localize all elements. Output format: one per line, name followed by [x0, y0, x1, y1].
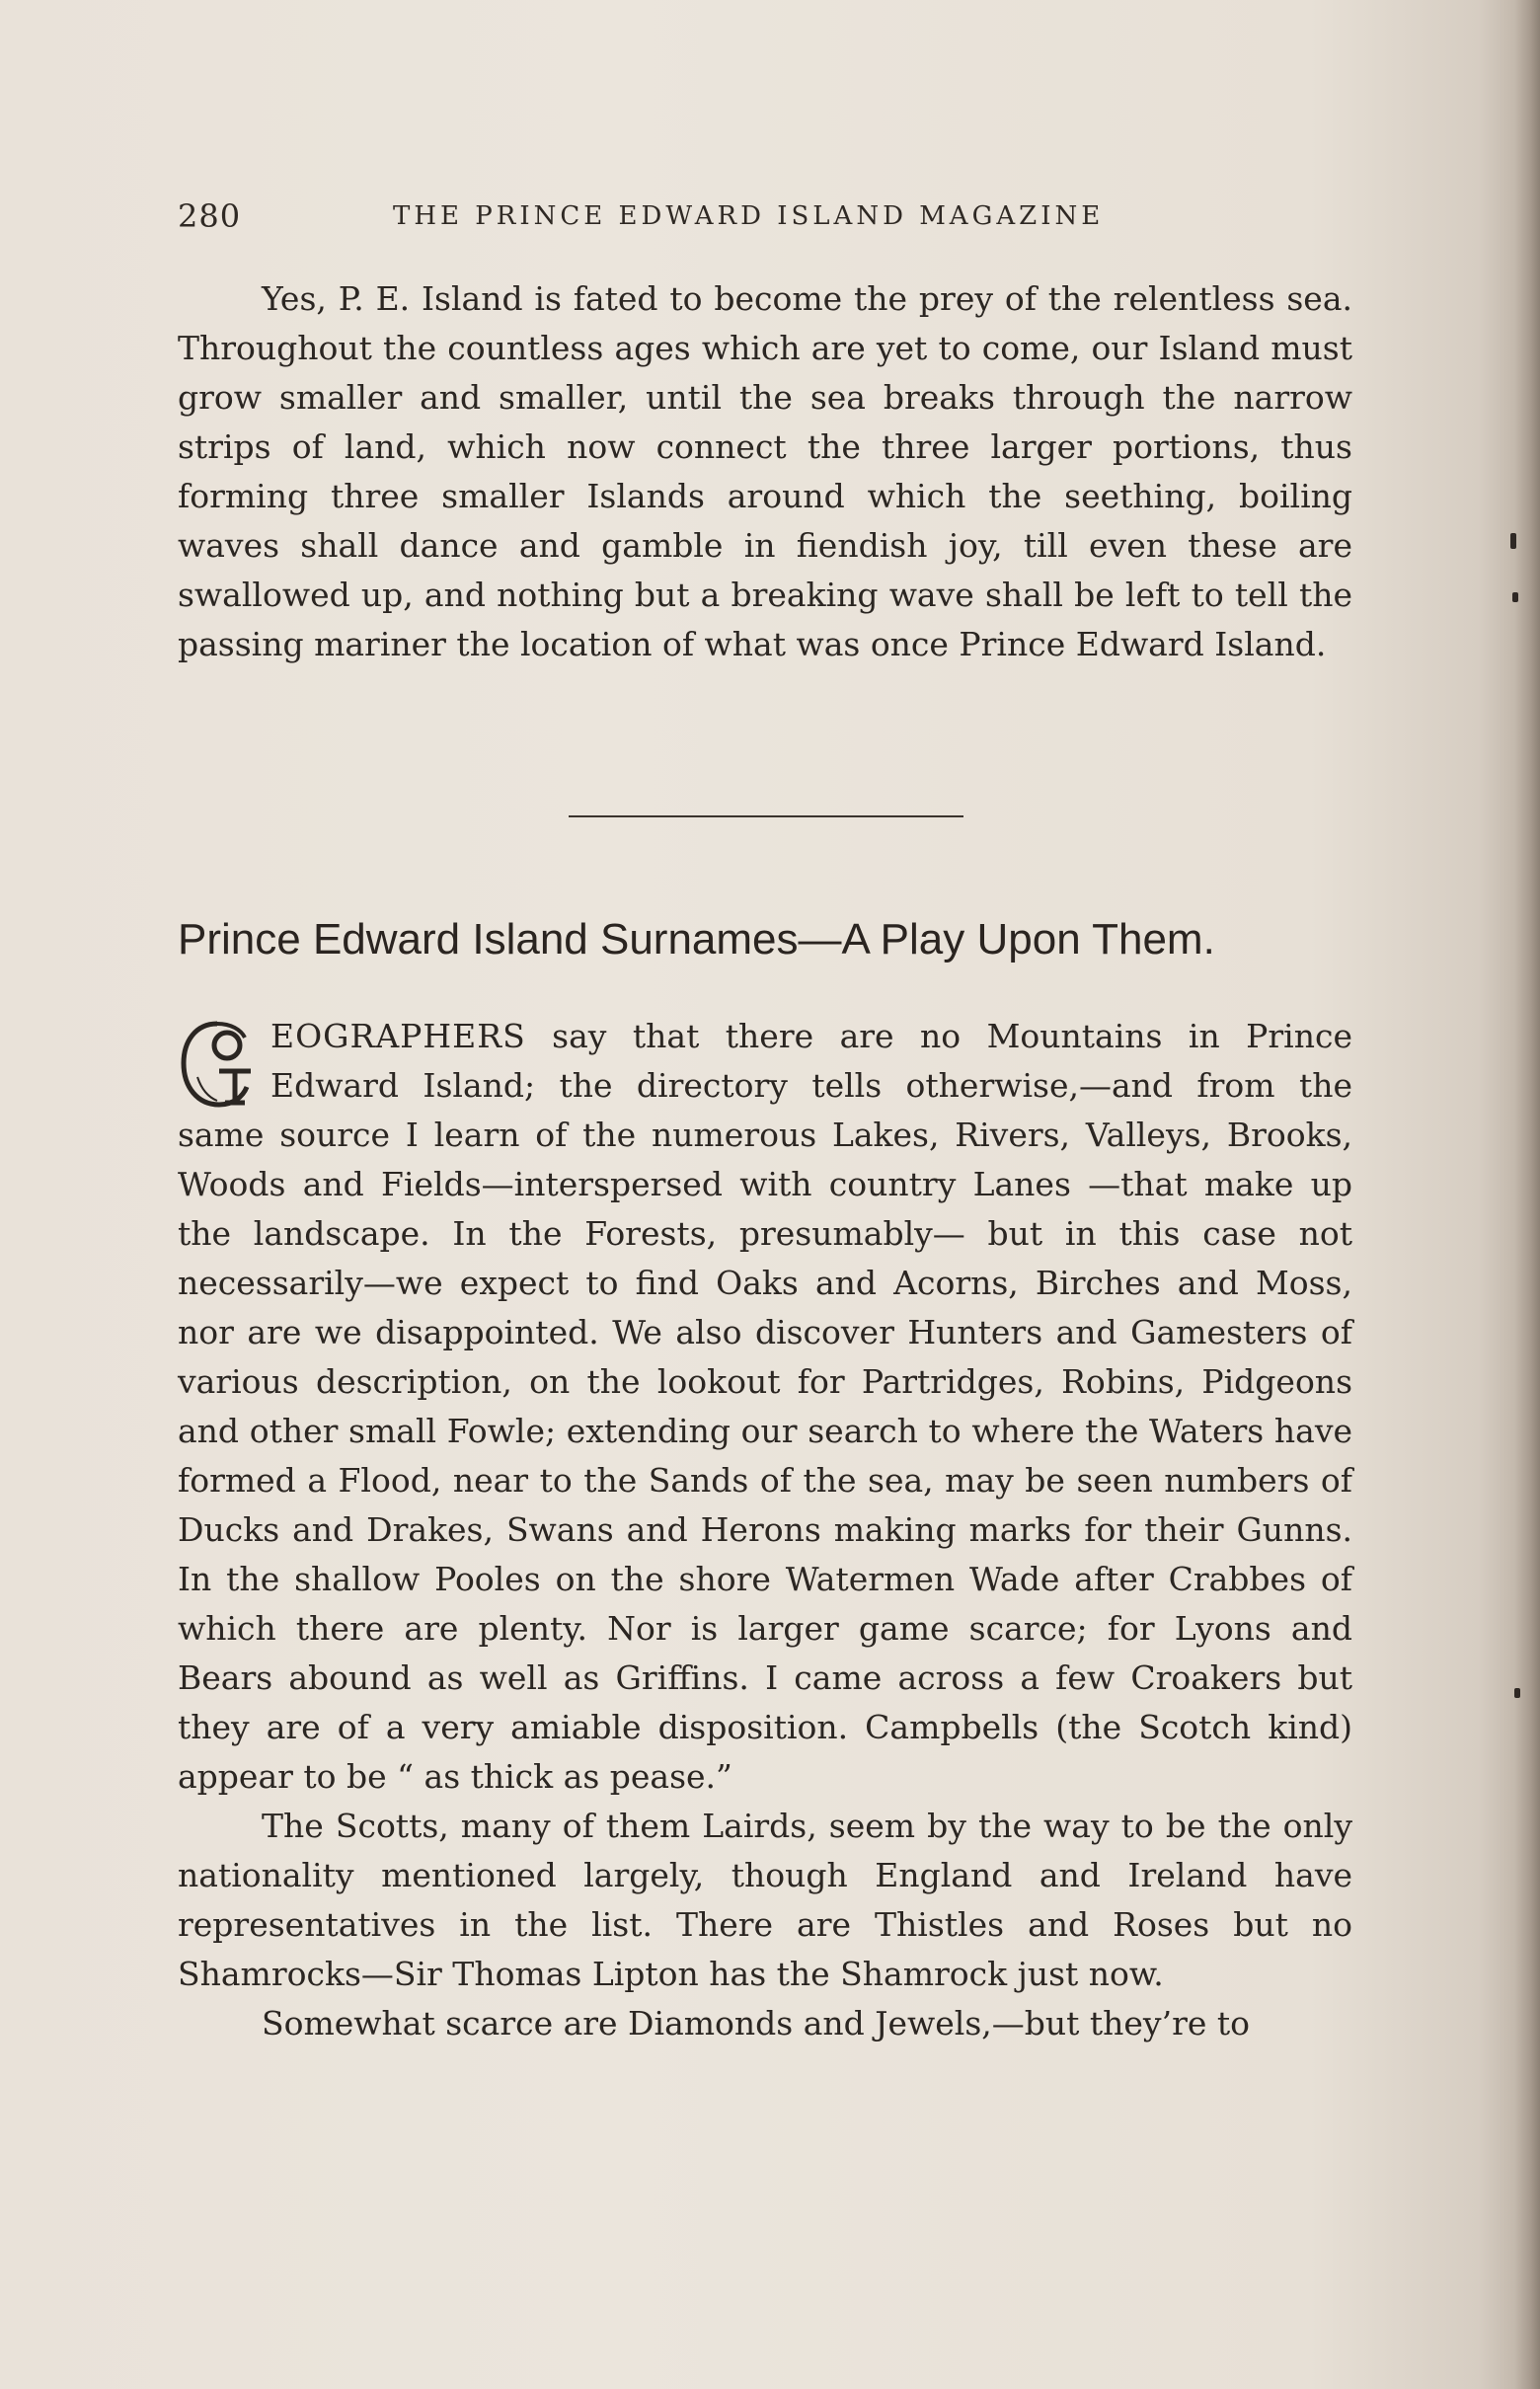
article-title: Prince Edward Island Surnames—A Play Upon Them.: [178, 915, 1215, 963]
first-paragraph-text: say that there are no Mountains in Prince Edward Island; the directory tells otherwise,—and from the same source I learn of the numerous Lakes, Rivers, Valleys, Brooks, Woods and Fields—interspersed with country Lanes —that make up the landscape. In the Forests, presumably— but in this case not necessarily—we expect to find Oaks and Acorns, Birches and Moss, nor are we disappointed. We also discover Hunters and Gamesters of various description, on the lookout for Partridges, Robins, Pidgeons and other small Fowle; extending our search to where the Waters have formed a Flood, near to the Sands of the sea, may be seen numbers of Ducks and Drakes, Swans and Herons making marks for their Gunns. In the shallow Pooles on the shore Watermen Wade after Crabbes of which there are plenty. Nor is larger game scarce; for Lyons and Bears abound as well as Griffins. I came across a few Croakers but they are of a very amiable disposition. Campbells (the Scotch kind) appear to be “ as thick as pease.”: [178, 1017, 1352, 1796]
body-paragraph: The Scotts, many of them Lairds, seem by the way to be the only nationality mentioned largely, though England and Ireland have representatives in the list. There are Thistles and Roses but no Shamrocks—Sir Thomas Lipton has the Shamrock just now.: [178, 1807, 1352, 1993]
page-number: 280: [178, 197, 242, 235]
edge-mark: [1514, 1688, 1520, 1698]
first-word-rest: EOGRAPHERS: [270, 1017, 526, 1055]
section-divider: [569, 815, 963, 817]
first-paragraph: [178, 1012, 1352, 1802]
edge-mark: [1512, 592, 1518, 602]
journal-title: THE PRINCE EDWARD ISLAND MAGAZINE: [393, 201, 1105, 231]
page-edge-shadow: [1514, 0, 1540, 2389]
drop-cap-ornament: [178, 1018, 259, 1111]
body-paragraph: Yes, P. E. Island is fated to become the prey of the relentless sea. Throughout the countless ages which are yet to come, our Island must grow smaller and smaller, until the sea breaks through the narrow strips of land, which now connect the three larger portions, thus forming three smaller Islands around which the seething, boiling waves shall dance and gamble in fiendish joy, till even these are swallowed up, and nothing but a breaking wave shall be left to tell the passing mariner the location of what was once Prince Edward Island.: [178, 279, 1352, 663]
running-head: [178, 197, 1343, 237]
body-paragraph: Somewhat scarce are Diamonds and Jewels,—but they’re to: [262, 2004, 1250, 2042]
edge-mark: [1510, 533, 1516, 549]
article-body: [178, 1012, 1352, 2048]
drop-cap-letter: [178, 1018, 259, 1111]
closing-section: [178, 274, 1352, 669]
